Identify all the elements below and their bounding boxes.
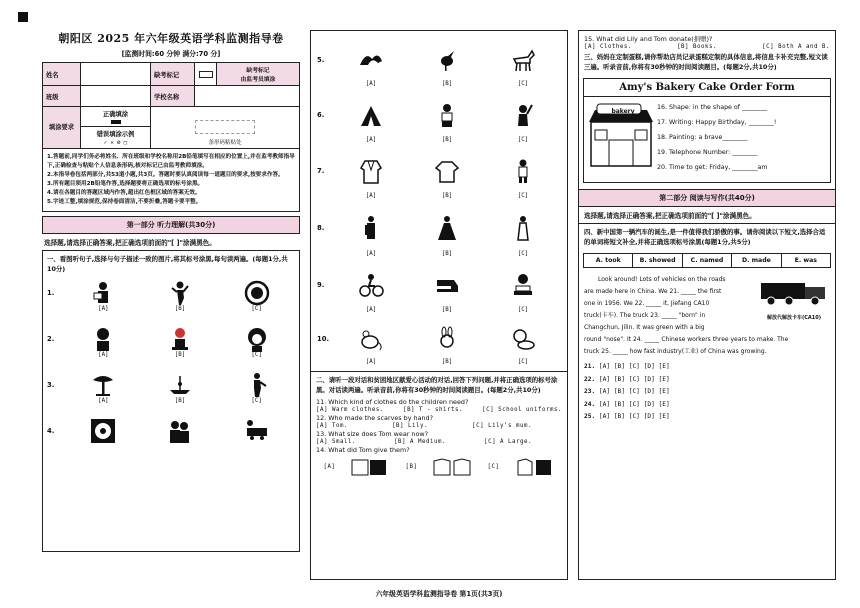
school-field[interactable]	[195, 86, 300, 107]
class-label: 班级	[43, 86, 81, 107]
option-b[interactable]: [B] T - shirts.	[403, 407, 463, 413]
option-c[interactable]: [C]	[487, 464, 500, 470]
option-a[interactable]: [A]	[98, 352, 109, 358]
option-a[interactable]: [A] Small.	[316, 439, 356, 445]
page-title: 朝阳区 2025 年六年级英语学科监测指导卷	[58, 32, 284, 45]
option-b[interactable]: [B]	[174, 352, 186, 358]
answer-options	[317, 193, 561, 199]
section4-text: 四、新中国第一辆汽车的诞生,是一件值得我们骄傲的事。请你阅读以下短文,选择合适的单词将短文补全,并将正确选项标号涂黑(每题1分,共5分)	[584, 228, 826, 246]
section3-text: 三、妈妈在定制蛋糕,请你帮助店员记录蛋糕定制的具体信息,将信息卡补充完整,短文读三遍。听录音前,你将有30秒钟的时间阅读题目。(每题2分,共10分)	[584, 53, 828, 71]
firefighter-icon	[510, 158, 536, 184]
form-field-painting[interactable]: 18. Painting: a brave________	[657, 134, 748, 141]
question-15: 15. What did Lily and Tom donate(捐赠)?	[584, 35, 713, 43]
option-c[interactable]: [C]	[517, 251, 529, 257]
option-b[interactable]: [B] A Medium.	[394, 439, 446, 445]
person-thinking-icon	[90, 326, 116, 352]
hoodie-and-book-icon	[514, 457, 554, 477]
option-b[interactable]: [B]	[441, 137, 453, 143]
word-option-e: E. was	[794, 257, 817, 264]
answer-options	[317, 359, 561, 365]
rabbit-icon	[434, 326, 460, 352]
passage-line: round "nose". It 24. _____ Chinese workers three years to make. The	[584, 336, 789, 343]
question-12: 12. Who made the scarves by hand?	[316, 414, 433, 422]
page-footer: 六年级英语学科监测指导卷 第1页(共3页)	[375, 590, 503, 598]
passage	[579, 271, 835, 361]
plate-icon	[90, 418, 116, 444]
option-c[interactable]: [C]	[251, 306, 262, 312]
option-c[interactable]: [C] School uniforms.	[482, 407, 562, 413]
school-label: 学校名称	[151, 86, 195, 107]
books-icon	[350, 457, 390, 477]
bakery-illustration	[587, 100, 657, 179]
truck-figure	[758, 277, 830, 324]
reading-section4	[579, 223, 835, 250]
truck-icon	[759, 277, 829, 307]
horse-icon	[510, 47, 536, 73]
answer-options	[47, 352, 295, 358]
part2-instruction: 选择题,请选择正确答案,把正确选项前面的"[ ]"涂满黑色。	[584, 212, 756, 220]
option-c[interactable]: [C] A Large.	[484, 439, 532, 445]
piano-icon	[434, 272, 460, 298]
info-table	[42, 62, 300, 149]
section2-text: 二、请听一段对话和贫困地区献爱心活动的对话,回答下列问题,并将正确选项的标号涂黑。对话读两遍。听录音前,你将有30秒钟的时间阅读题目。(每题2分,共10分)	[316, 376, 558, 394]
cheering-child-icon	[510, 102, 536, 128]
name-label: 姓名	[43, 63, 81, 86]
train-icon	[244, 418, 270, 444]
answer-options	[317, 137, 561, 143]
question-row: 2.	[47, 326, 295, 352]
question-row: 7.	[317, 149, 561, 193]
people-group-icon	[167, 418, 193, 444]
person-face-icon	[244, 326, 270, 352]
mouse-icon	[358, 326, 384, 352]
girl-writing-icon	[510, 272, 536, 298]
option-c[interactable]: [C] Both A and B.	[762, 44, 830, 50]
form-field-telephone[interactable]: 19. Telephone Number: ________	[657, 149, 758, 156]
q14-options	[316, 457, 562, 477]
passage-line: Changchun, Jilin. It was green with a big	[584, 324, 705, 331]
barcode-placeholder-icon	[195, 120, 255, 134]
option-c[interactable]: [C]	[517, 81, 529, 87]
question-row: 1.	[47, 280, 295, 306]
passage-line: are made here in China. We 21. _____ the first	[584, 288, 722, 295]
absent-box[interactable]	[195, 63, 217, 86]
option-a[interactable]: [A] Warm clothes.	[316, 407, 384, 413]
option-c[interactable]: [C] Lily's mum.	[472, 423, 532, 429]
class-field[interactable]	[81, 86, 151, 107]
answer-options	[47, 306, 295, 312]
answer-bubbles[interactable]: [A] [B] [C] [D] [E]	[598, 363, 670, 370]
option-b[interactable]: [B]	[441, 193, 453, 199]
option-b[interactable]: [B]	[441, 307, 453, 313]
dancer-figure-icon	[434, 215, 460, 241]
figure-walking-icon	[167, 280, 193, 306]
dragon-icon	[358, 47, 384, 73]
listening-section2	[311, 371, 567, 480]
option-a[interactable]: [A]	[365, 137, 377, 143]
option-b[interactable]: [B]	[405, 464, 418, 470]
question-row: 5.	[317, 39, 561, 81]
passage-line: truck(卡车). The truck 23. _____ "born" in	[584, 312, 706, 319]
word-option-c: C. named	[683, 254, 732, 267]
option-a[interactable]: [A]	[365, 359, 377, 365]
wrong-marks-icon: ✓ ✕ ⊘ □	[103, 140, 128, 146]
question-row: 8.	[317, 205, 561, 251]
notes-box: 1.答题前,同学们务必将姓名、所在班级和学校名称用2B铅笔填写在相应的位置上,并在监考教师指导下,正确检查与粘贴个人信息条形码,核对标记已由监考教师填涂。 2.本指导卷包括两部分,共53道小题,共3页。答题时要认真阅读每一道题目的要求,按要求作答。 3.所有题目须用2B铅笔作答,选择题要将正确选项的标号涂黑。 4.请在各题目的答题区域内作答,超出红色框区域的答案无效。 5.字迹工整,填涂规范,保持卷面清洁,不要折叠,答题卡要平整。	[42, 149, 300, 212]
option-b[interactable]: [B]	[441, 359, 453, 365]
question-14: 14. What did Tom give them?	[316, 446, 410, 454]
wrong-fill-example: 错误填涂示例 ✓ ✕ ⊘ □	[81, 127, 151, 149]
answer-options	[584, 44, 830, 50]
option-b[interactable]: [B]	[174, 398, 186, 404]
column-left	[42, 30, 300, 580]
answer-row-22: 22. [A] [B] [C] [D] [E]	[584, 375, 670, 383]
option-c[interactable]: [C]	[251, 352, 262, 358]
answer-row-24: 24. [A] [B] [C] [D] [E]	[584, 400, 670, 408]
option-b[interactable]: [B]	[174, 306, 186, 312]
bird-icon	[434, 47, 460, 73]
warrior-figure-icon	[358, 215, 384, 241]
answer-options	[47, 398, 295, 404]
question-row: 3.	[47, 372, 295, 398]
bakery-sign: bakery	[611, 108, 635, 115]
option-a[interactable]: [A]	[365, 251, 377, 257]
part1-band: 第一部分 听力理解(共30分)	[42, 216, 300, 234]
reading-child-icon	[434, 102, 460, 128]
answer-bubbles[interactable]: [A] [B] [C] [D] [E]	[598, 413, 670, 420]
option-b[interactable]: [B]	[441, 251, 453, 257]
section1-text: 一、看图听句子,选择与句子描述一致的图片,将其标号涂黑,每句读两遍。(每题1分,共10分)	[47, 255, 288, 273]
clock-icon	[244, 280, 270, 306]
part1-instruction: 选择题,请选择正确答案,把正确选项前面的"[ ]"涂满黑色。	[44, 239, 216, 247]
tree-icon	[90, 372, 116, 398]
question-row: 10.	[317, 319, 561, 359]
absent-note: 缺考标记 由监考员填涂	[217, 63, 300, 86]
answer-bubbles[interactable]: [A] [B] [C] [D] [E]	[598, 375, 670, 383]
option-a[interactable]: [A]	[98, 306, 109, 312]
absent-label: 缺考标记	[151, 63, 195, 86]
corner-marker	[18, 12, 28, 22]
person-walking-icon	[244, 372, 270, 398]
option-a[interactable]: [A]	[365, 307, 377, 313]
form-field-time[interactable]: 20. Time to get: Friday, ________am	[657, 164, 768, 171]
option-a[interactable]: [A]	[323, 464, 336, 470]
passage-line: Look around! Lots of vehicles on the roads	[598, 276, 726, 283]
fill-req-label: 填涂要求	[43, 107, 81, 149]
question-13: 13. What size does Tom wear now?	[316, 430, 428, 438]
form-field-shape[interactable]: 16. Shape: in the shape of ________	[657, 104, 768, 111]
form-title: Amy's Bakery Cake Order Form	[584, 79, 830, 97]
option-a[interactable]: [A]	[98, 398, 109, 404]
person-sitting-icon	[167, 326, 193, 352]
exam-meta: [监测时间:60 分钟 满分:70 分]	[121, 50, 221, 58]
column-middle	[310, 30, 568, 580]
tent-icon	[358, 102, 384, 128]
question-row: 4.	[47, 418, 295, 444]
answer-bubbles[interactable]: [A] [B] [C] [D] [E]	[598, 388, 670, 395]
form-fields	[657, 100, 827, 179]
option-b[interactable]: [B]	[441, 81, 453, 87]
option-a[interactable]: [A]	[365, 81, 377, 87]
correct-fill-example: 正确填涂	[81, 107, 151, 127]
option-a[interactable]: [A] Tom.	[316, 423, 348, 429]
answer-options	[317, 251, 561, 257]
form-field-writing[interactable]: 17. Writing: Happy Birthday, ________!	[657, 119, 777, 126]
answer-options	[317, 307, 561, 313]
question-11: 11. Which kind of clothes do the children need?	[316, 398, 469, 406]
answer-bubbles[interactable]: [A] [B] [C] [D] [E]	[598, 400, 670, 408]
cyclist-icon	[358, 272, 384, 298]
option-c[interactable]: [C]	[517, 359, 529, 365]
option-b[interactable]: [B] Lily.	[392, 423, 428, 429]
person-reading-icon	[90, 280, 116, 306]
part2-band: 第二部分 阅读与写作(共40分)	[579, 189, 835, 207]
passage-line: truck 25. _____ how fast industry(工业) of China was growing.	[584, 348, 767, 355]
boat-icon	[167, 372, 193, 398]
option-c[interactable]: [C]	[517, 137, 529, 143]
robed-figure-icon	[510, 215, 536, 241]
filled-mark-icon	[111, 120, 121, 124]
word-option-b: B. showed	[633, 254, 682, 267]
answer-options	[317, 81, 561, 87]
order-form	[583, 78, 831, 183]
option-a[interactable]: [A] Clothes.	[584, 44, 632, 50]
option-c[interactable]: [C]	[517, 307, 529, 313]
word-option-a: A. took	[584, 254, 633, 267]
word-option-d: D. made	[732, 254, 781, 267]
option-c[interactable]: [C]	[517, 193, 529, 199]
answer-row-25: 25. [A] [B] [C] [D] [E]	[584, 413, 670, 420]
truck-caption: 解放代解放卡车(CA10)	[766, 315, 822, 321]
answer-grid	[579, 361, 835, 424]
question-row: 6.	[317, 93, 561, 137]
word-options	[583, 253, 831, 268]
answer-row-21: 21. [A] [B] [C] [D] [E]	[584, 363, 670, 370]
barcode-area: 条形码粘贴处	[151, 107, 300, 149]
option-a[interactable]: [A]	[365, 193, 377, 199]
sweaters-icon	[432, 457, 472, 477]
column-right	[578, 30, 836, 580]
question-row: 9.	[317, 263, 561, 307]
option-b[interactable]: [B] Books.	[677, 44, 717, 50]
suit-jacket-icon	[358, 158, 384, 184]
option-c[interactable]: [C]	[251, 398, 262, 404]
dog-icon	[510, 326, 536, 352]
listening-section1-box	[42, 250, 300, 552]
name-field[interactable]	[81, 63, 151, 86]
passage-line: one in 1956. We 22. _____ it, Jiefang CA10	[584, 300, 710, 307]
sweater-icon	[434, 158, 460, 184]
answer-row-23: 23. [A] [B] [C] [D] [E]	[584, 388, 670, 395]
